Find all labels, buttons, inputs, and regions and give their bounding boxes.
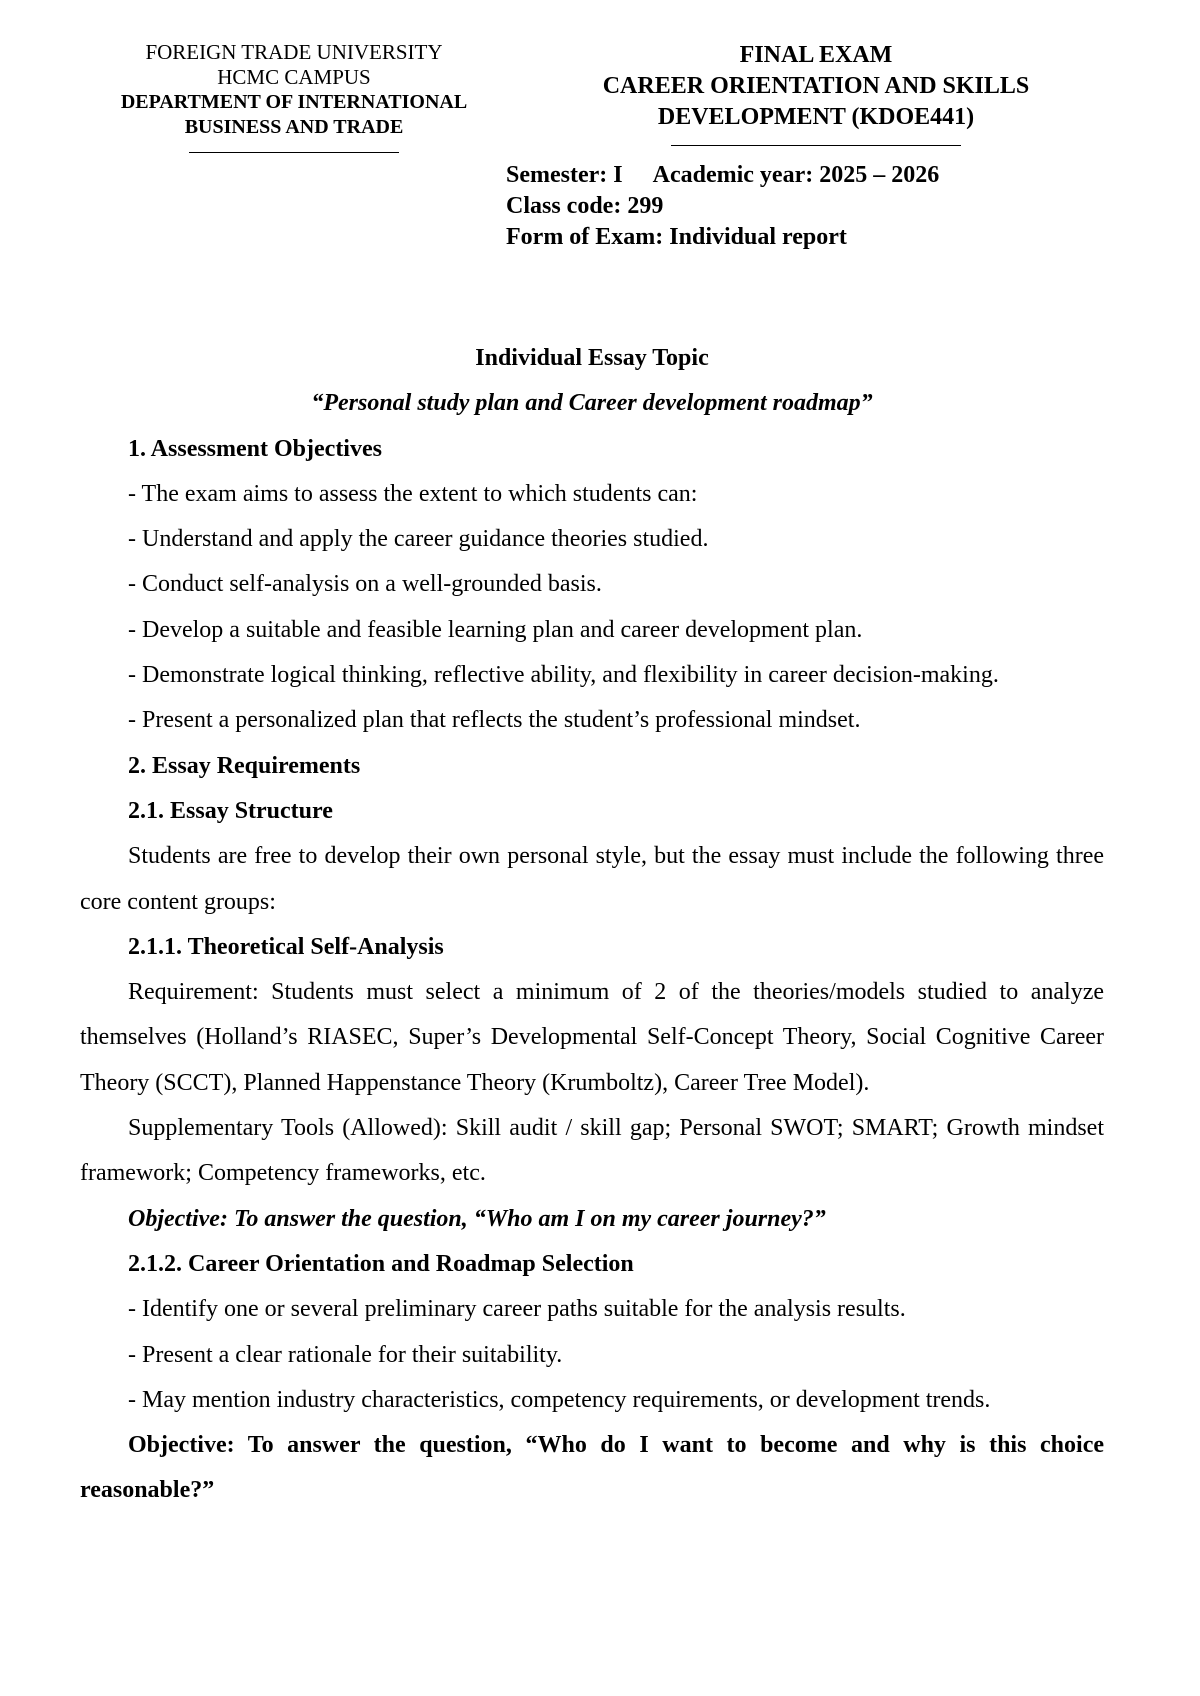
academic-year: Academic year: 2025 – 2026 [652,162,940,188]
exam-title-line-1: FINAL EXAM [739,42,893,68]
department-line-1: DEPARTMENT OF INTERNATIONAL [120,91,468,113]
supplementary-tools: Supplementary Tools (Allowed): Skill audit / skill gap; Personal SWOT; SMART; Growth mindset framework; Competency frameworks, etc. [80,1115,1104,1187]
campus-name: HCMC CAMPUS [217,65,371,89]
exam-title-line-2: CAREER ORIENTATION AND SKILLS [602,73,1030,99]
department-line-2: BUSINESS AND TRADE [184,116,404,138]
objective-item: - Present a personalized plan that reflects the student’s professional mindset. [128,707,861,734]
institution-header [94,40,494,153]
career-orientation-item: - May mention industry characteristics, competency requirements, or development trends. [128,1386,991,1413]
university-name: FOREIGN TRADE UNIVERSITY [145,40,443,64]
section-2-heading: 2. Essay Requirements [128,752,361,779]
semester-row [506,160,939,191]
exam-body [80,336,1104,1514]
objective-item: - Demonstrate logical thinking, reflective ability, and flexibility in career decision-making. [128,662,999,689]
self-analysis-objective: Objective: To answer the question, “Who am I on my career journey?” [128,1205,826,1232]
section-1-heading: 1. Assessment Objectives [128,435,382,462]
section-2-1-heading: 2.1. Essay Structure [128,797,333,824]
objective-item: - Develop a suitable and feasible learning plan and career development plan. [128,616,863,643]
career-orientation-objective: Objective: To answer the question, “Who do I want to become and why is this choice reasonable?” [80,1432,1104,1504]
institution-divider [189,152,399,153]
topic-title: “Personal study plan and Career development roadmap” [311,390,873,417]
exam-title-divider [671,145,961,146]
form-of-exam: Form of Exam: Individual report [506,224,847,250]
exam-title-line-3: DEVELOPMENT (KDOE441) [657,104,975,130]
objective-item: - Conduct self-analysis on a well-grounded basis. [128,571,602,598]
section-2-1-2-heading: 2.1.2. Career Orientation and Roadmap Selection [128,1250,634,1277]
section-2-1-1-heading: 2.1.1. Theoretical Self-Analysis [128,933,444,960]
objective-item: - Understand and apply the career guidance theories studied. [128,526,709,553]
class-code: Class code: 299 [506,193,664,219]
objective-item: - The exam aims to assess the extent to which students can: [128,480,698,507]
self-analysis-requirement: Requirement: Students must select a minimum of 2 of the theories/models studied to analyze themselves (Holland’s RIASEC, Super’s Developmental Self-Concept Theory, Social Cognitive Career Theory (SCCT), Planned Happenstance Theory (Krumboltz), Career Tree Model). [80,979,1104,1096]
career-orientation-item: - Identify one or several preliminary career paths suitable for the analysis results. [128,1296,906,1323]
career-orientation-item: - Present a clear rationale for their suitability. [128,1341,563,1368]
exam-meta [506,160,939,253]
essay-structure-paragraph: Students are free to develop their own personal style, but the essay must include the following three core content groups: [80,843,1104,915]
exam-title-header [556,40,1076,146]
topic-heading: Individual Essay Topic [475,345,709,371]
semester: Semester: I [506,162,623,188]
